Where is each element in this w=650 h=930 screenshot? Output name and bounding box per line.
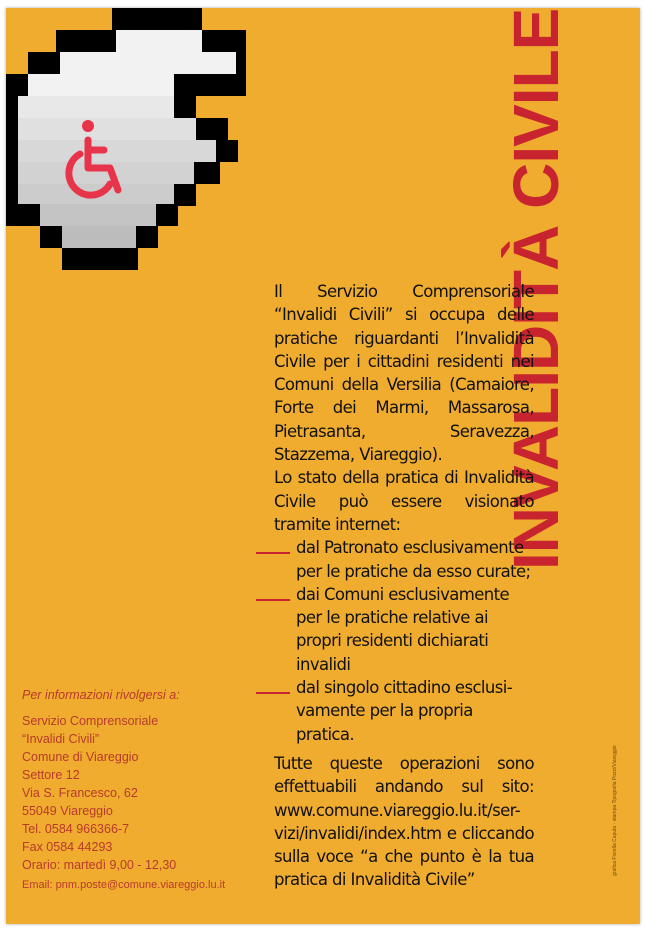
title-word-civile: CIVILE bbox=[500, 8, 572, 209]
bullet-text: dal singolo cittadino esclusi-vamente per la propria pratica. bbox=[296, 678, 513, 744]
red-dash-icon bbox=[256, 552, 290, 554]
contact-line: Via S. Francesco, 62 bbox=[22, 786, 138, 800]
print-credit: grafica Fiorella Caputo · stampa Tipografia Pozzi/Viareggio bbox=[612, 745, 618, 876]
main-text bbox=[274, 280, 534, 892]
paragraph-status: Lo stato della pratica di Invalidità Civile può essere visionato tramite internet: bbox=[274, 468, 534, 534]
contact-line: Comune di Viareggio bbox=[22, 750, 139, 764]
red-dash-icon bbox=[256, 599, 290, 601]
paragraph-website: Tutte queste operazioni sono effettuabili andando sul sito: www.comune.viareggio.lu.it/ser-vizi/invalidi/index.htm e cliccando sulla voce “a che punto è la tua pratica di Invalidità Civile” bbox=[274, 753, 534, 890]
contact-line: Orario: martedì 9,00 - 12,30 bbox=[22, 858, 177, 872]
list-item bbox=[274, 536, 534, 583]
contact-line: Settore 12 bbox=[22, 768, 80, 782]
bullet-text: dai Comuni esclusivamente per le pratiche relative ai propri residenti dichiarati invalidi bbox=[296, 584, 510, 674]
contact-line: Tel. 0584 966366-7 bbox=[22, 822, 130, 836]
list-item bbox=[274, 676, 534, 746]
contact-info bbox=[22, 688, 262, 894]
contact-intro: Per informazioni rivolgersi a: bbox=[22, 688, 180, 702]
contact-line: “Invalidi Civili” bbox=[22, 732, 100, 746]
list-item bbox=[274, 583, 534, 676]
paragraph-intro: Il Servizio Comprensoriale “Invalidi Civili” si occupa delle pratiche riguardanti l’Invalidità Civile per i cittadini residenti nei Comuni della Versilia (Camaiore, Forte dei Marmi, Massarosa, Pietrasanta, Seravezza, Stazzema, Viareggio). bbox=[274, 282, 534, 465]
bullet-text: dal Patronato esclusivamente per le pratiche da esso curate; bbox=[296, 538, 531, 581]
title-word-invalidita: INVALIDITÀ bbox=[500, 225, 572, 570]
contact-line: 55049 Viareggio bbox=[22, 804, 113, 818]
contact-email[interactable]: Email: pnm.poste@comune.viareggio.lu.it bbox=[22, 879, 226, 891]
poster bbox=[6, 8, 640, 924]
contact-line: Fax 0584 44293 bbox=[22, 840, 113, 854]
contact-line: Servizio Comprensoriale bbox=[22, 714, 159, 728]
pointing-hand-cursor-icon bbox=[6, 8, 246, 278]
